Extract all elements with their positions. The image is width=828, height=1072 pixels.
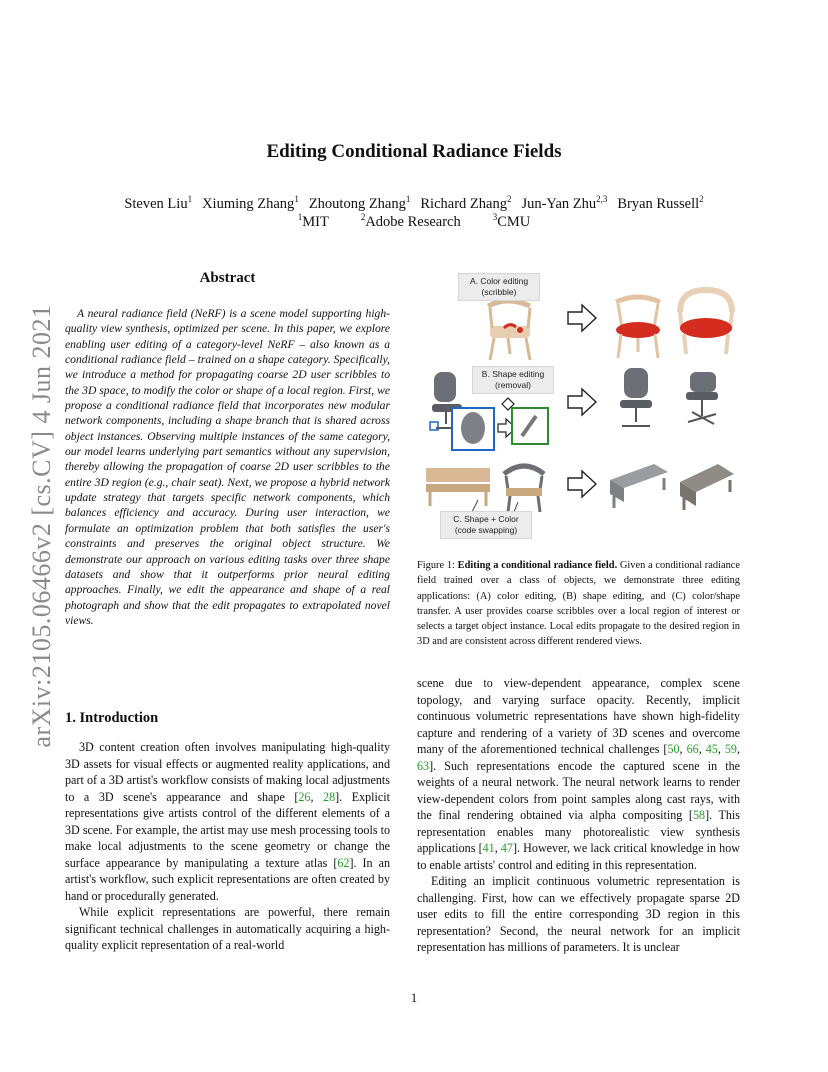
paper-title: Editing Conditional Radiance Fields: [266, 141, 562, 162]
right-paragraph-2: Editing an implicit continuous volumetric representation is challenging. First, how can we effectively propagate sparse 2D user edits to fill the entire corresponding 3D region in this representation? Second, the neural network for an implicit representation has millions of parameters. It is unclear: [417, 874, 740, 954]
bench-result-c1: [610, 464, 668, 508]
citation-link[interactable]: 63: [417, 758, 430, 773]
affiliation-list: [0, 214, 828, 231]
figure-label-c: C. Shape + Color (code swapping): [440, 511, 532, 539]
author-name: Bryan Russell$^2$: [617, 194, 704, 212]
introduction-text: [65, 739, 390, 954]
figure-1-illustration: [418, 268, 740, 548]
citation-link[interactable]: 26: [298, 789, 311, 804]
abstract-text: A neural radiance field (NeRF) is a scene model supporting high-quality view synthesis, optimized per scene. In this paper, we explore enabling user editing of a category-level NeRF – also known as a conditional radiance field – trained on a shape category. Specifically, we introduce a method for propagating coarse 2D user scribbles to the 3D space, to modify the color or shape of a local region. First, we propose a conditional radiance field that incorporates new modular network components, including a shape branch that is shared across object instances. Observing multiple instances of the same category, our model learns underlying part semantics without any supervision, thereby allowing the propagation of coarse 2D user scribbles to the entire 3D region (e.g., chair seat). Next, we propose a hybrid network update strategy that targets specific network components, which balances efficiency and accuracy. During user interaction, we formulate an optimization problem that both satisfies the user's constraints and preserves the original object structure. We demonstrate our approach on various editing tasks over three shape datasets and show that it outperforms prior neural editing approaches. Finally, we edit the appearance and shape of a real photograph and show that the edit propagates to extrapolated novel views.: [65, 307, 390, 627]
bench-result-c2: [680, 464, 734, 510]
chair-result-a2: [680, 290, 732, 354]
author-name: Jun-Yan Zhu$^{2,3}$: [521, 194, 608, 212]
author-list: [0, 196, 828, 213]
intro-paragraph-2: While explicit representations are powerful, there remain significant technical challenges in automatically acquiring a high-quality explicit representation of a real-world: [65, 905, 390, 952]
arrow-icon: [568, 305, 596, 331]
citation-link[interactable]: 47: [500, 841, 513, 855]
chair-result-b2: [686, 372, 718, 424]
citation-link[interactable]: 59: [724, 742, 737, 756]
chair-result-b1: [620, 368, 652, 426]
affiliation: $^2$Adobe Research: [360, 212, 461, 230]
introduction-heading: 1. Introduction: [65, 710, 159, 726]
chair-source-a: [488, 301, 530, 360]
right-column-text: [417, 675, 740, 956]
page-number: 1: [410, 991, 418, 1005]
row-c-furniture: [426, 464, 734, 512]
citation-link[interactable]: 66: [686, 742, 699, 756]
citation-link[interactable]: 62: [337, 855, 350, 870]
author-name: Steven Liu$^1$: [124, 194, 193, 212]
right-paragraph-1: scene due to view-dependent appearance, complex scene topology, and varying surface opacity. Recently, implicit continuous volumetric representations have shown high-fidelity capture and rendering of a variety of 3D scenes and overcome many of the aforementioned technical challenges [50, 66, 45, 59, 63]. Such representations encode the captured scene in the weights of a neural network. The neural network learns to render view-dependent colors from point samples along cast rays, with the final rendering obtained via alpha compositing [58]. This representation enables many photorealistic view synthesis applications [41, 47]. However, we lack critical knowledge in how to enable artists' control and editing in this representation.: [417, 676, 741, 872]
citation-link[interactable]: 28: [323, 789, 336, 804]
arrow-icon: [568, 389, 596, 415]
citation-link[interactable]: 41: [482, 841, 495, 855]
author-name: Zhoutong Zhang$^1$: [308, 194, 411, 212]
citation-link[interactable]: 45: [705, 742, 718, 756]
chair-source-c: [504, 466, 544, 512]
intro-paragraph-1: 3D content creation often involves manipulating high-quality 3D assets for visual effects or augmented reality applications, and part of a 3D artist's workflow consists of making local adjustments to a 3D scene's appearance and shape [26, 28]. Explicit representations give artists control of the different elements of a 3D scene. For example, the artist may use mesh processing tools to make local adjustments to the scene geometry or change the surface appearance by manipulating a texture atlas [62]. In an artist's workflow, such explicit representations are often created by hand or procedurally generated.: [65, 740, 390, 903]
affiliation: $^3$CMU: [492, 212, 531, 230]
arxiv-identifier: arXiv:2105.06466v2 [cs.CV] 4 Jun 2021: [27, 304, 56, 748]
figure-label-b: B. Shape editing (removal): [472, 366, 554, 394]
figure-label-a: A. Color editing (scribble): [458, 273, 540, 301]
chair-result-a1: [616, 297, 660, 358]
bench-source-c: [426, 468, 490, 506]
author-name: Xiuming Zhang$^1$: [202, 194, 299, 212]
figure-1: [418, 268, 740, 548]
citation-link[interactable]: 58: [692, 808, 706, 822]
figure-1-caption: Figure 1: Editing a conditional radiance field. Given a conditional radiance field trained over a class of objects, we demonstrate three editing applications: (A) color editing, (B) shape editing, and (C) color/shape transfer. A user provides coarse scribbles over a local region of interest or selects a target object instance. Local edits propagate to the desired region in 3D and are consistent across different rendered views.: [417, 560, 740, 648]
author-name: Richard Zhang$^2$: [420, 194, 512, 212]
arrow-icon: [568, 471, 596, 497]
affiliation: $^1$MIT: [297, 212, 329, 230]
citation-link[interactable]: 50: [667, 742, 680, 756]
abstract-heading: Abstract: [199, 270, 256, 286]
